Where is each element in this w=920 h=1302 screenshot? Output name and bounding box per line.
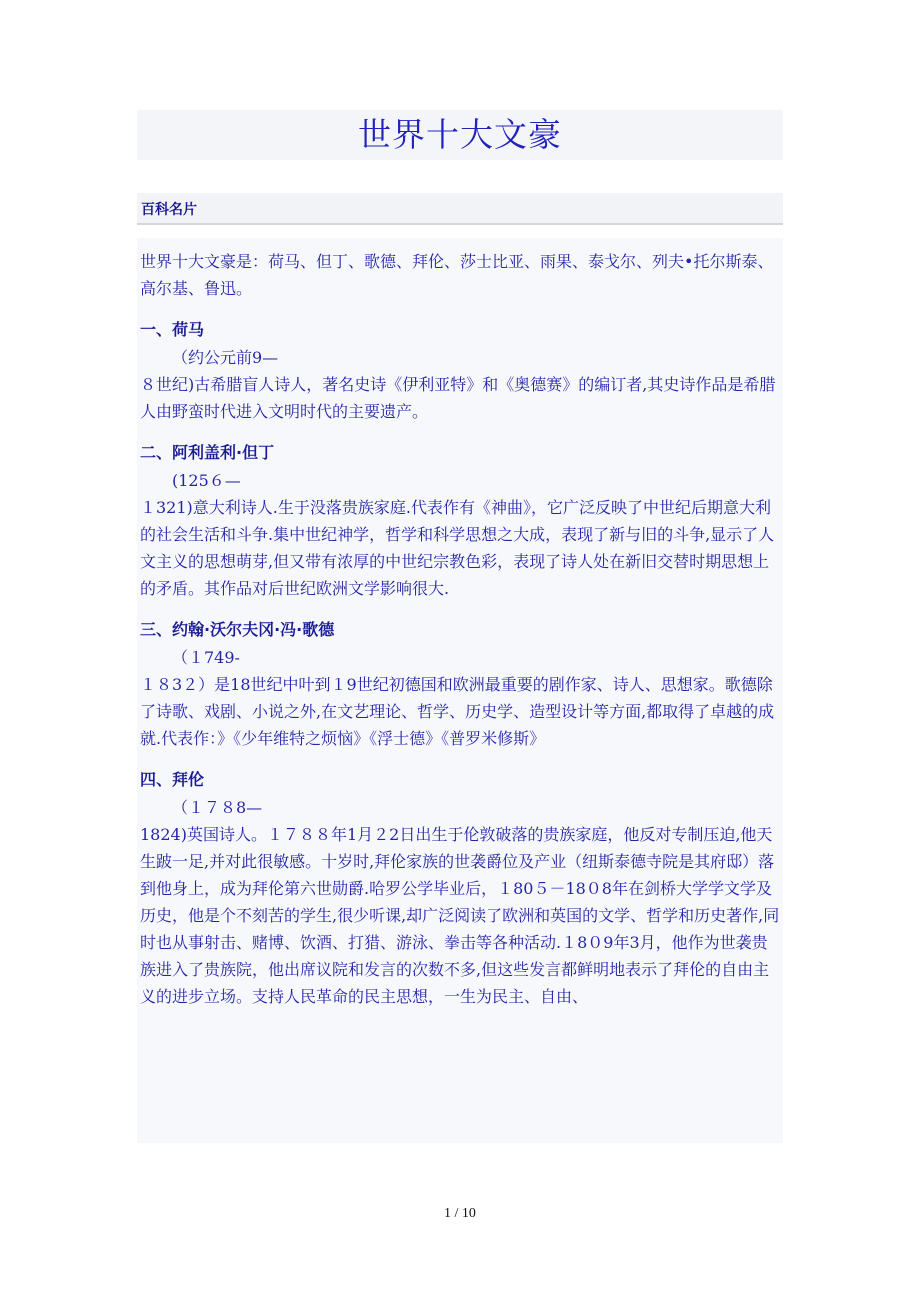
section-dates-byron: （１７８8— [172, 798, 263, 817]
section-body-dante: １321)意大利诗人.生于没落贵族家庭.代表作有《神曲》，它广泛反映了中世纪后期意大利的社会生活和斗争.集中世纪神学，哲学和科学思想之大成，表现了新与旧的斗争,显示了人文主义的思想萌芽,但又带有浓厚的中世纪宗教色彩，表现了诗人处在新旧交替时期思想上的矛盾。其作品对后世纪欧洲文学影响很大. [140, 498, 775, 598]
content-panel [137, 238, 783, 1143]
section-dates-homer: （约公元前9— [172, 348, 279, 367]
section-heading-goethe: 三、约翰·沃尔夫冈·冯·歌德 [140, 620, 335, 639]
page-number: 1 / 10 [444, 1206, 476, 1221]
section-heading-byron: 四、拜伦 [140, 770, 205, 789]
section-body-goethe: １８3２）是18世纪中叶到１9世纪初德国和欧洲最重要的剧作家、诗人、思想家。歌德除了诗歌、戏剧、小说之外,在文艺理论、哲学、历史学、造型设计等方面,都取得了卓越的成就.代表作：》《少年维特之烦恼》《浮士德》《普罗米修斯》 [140, 675, 775, 748]
section-body-byron: 1824)英国诗人。１７８８年1月２2日出生于伦敦破落的贵族家庭，他反对专制压迫,他天生跛一足,并对此很敏感。十岁时,拜伦家族的世袭爵位及产业（纽斯泰德寺院是其府邸）落到他身上，成为拜伦第六世勋爵.哈罗公学毕业后，１80５－18０8年在剑桥大学学文学及历史，他是个不刻苦的学生,很少听课,却广泛阅读了欧洲和英国的文学、哲学和历史著作,同时也从事射击、赌博、饮酒、打猎、游泳、拳击等各种活动.１8０9年3月，他作为世袭贵族进入了贵族院，他出席议院和发言的次数不多,但这些发言都鲜明地表示了拜伦的自由主义的进步立场。支持人民革命的民主思想，一生为民主、自由、 [140, 825, 780, 1006]
section-heading-dante: 二、阿利盖利·但丁 [140, 443, 275, 462]
section-heading-homer: 一、荷马 [140, 320, 205, 339]
section-header-bar [137, 193, 783, 225]
document-title: 世界十大文豪 [358, 115, 562, 154]
intro-paragraph: 世界十大文豪是：荷马、但丁、歌德、拜伦、莎士比亚、雨果、泰戈尔、列夫•托尔斯泰、高尔基、鲁迅。 [140, 252, 774, 298]
section-body-homer: ８世纪)古希腊盲人诗人，著名史诗《伊利亚特》和《奥德赛》的编订者,其史诗作品是希腊人由野蛮时代进入文明时代的主要遗产。 [140, 375, 776, 421]
section-dates-goethe: （１749- [172, 648, 240, 667]
title-band [137, 110, 783, 160]
section-dates-dante: (125６— [172, 471, 241, 490]
header-label: 百科名片 [141, 202, 197, 218]
